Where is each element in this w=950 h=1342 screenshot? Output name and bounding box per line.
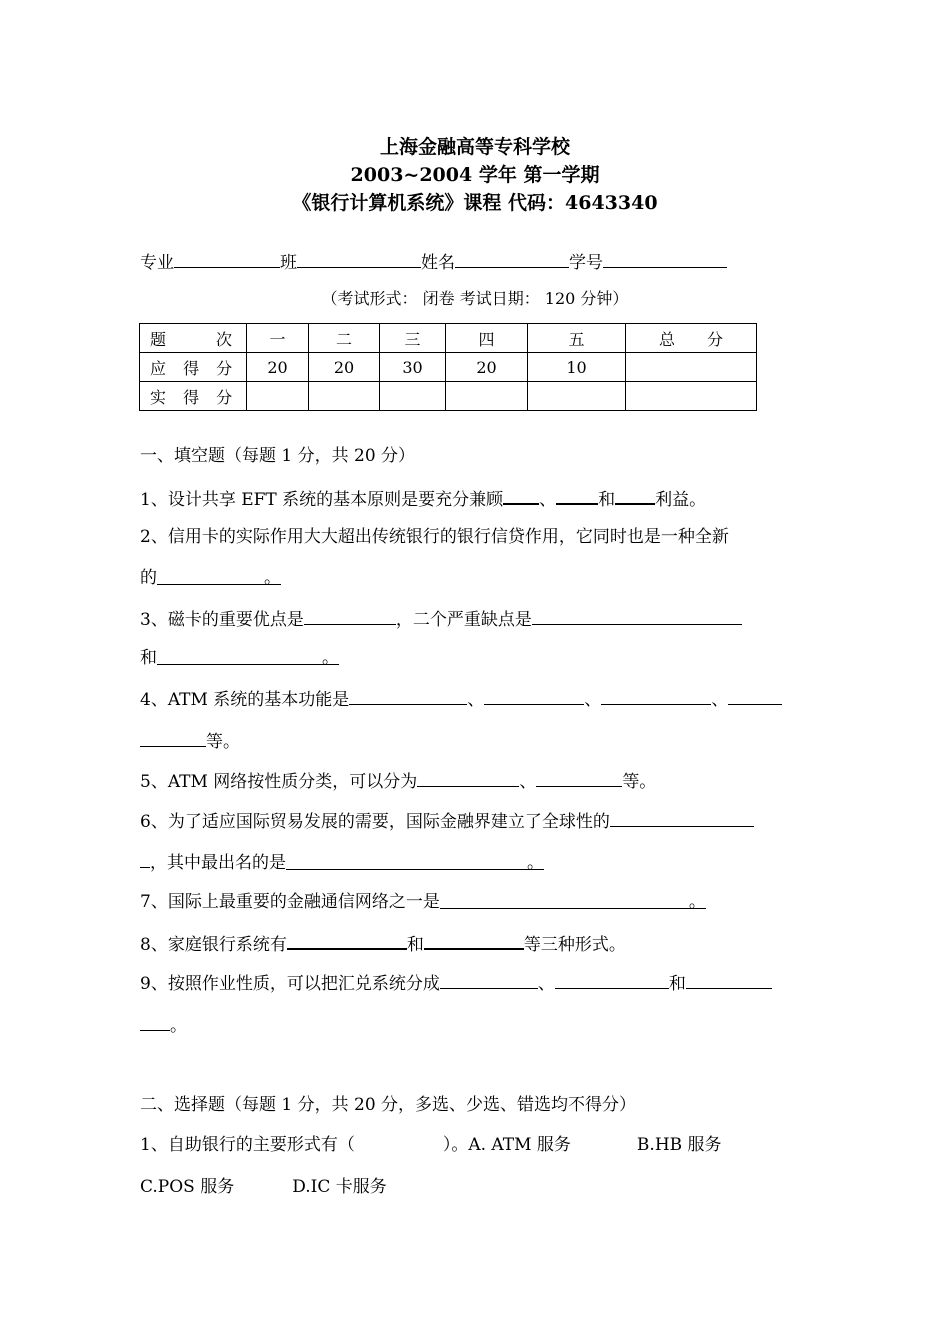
table-cell: 20 xyxy=(247,353,309,382)
question-text: 和 xyxy=(140,648,157,668)
answer-blank[interactable] xyxy=(140,849,150,868)
score-table xyxy=(139,323,757,411)
question-text: 和 xyxy=(406,935,424,955)
question-text: ）。A. ATM 服务 xyxy=(442,1135,571,1155)
answer-blank[interactable] xyxy=(536,768,622,787)
table-cell[interactable] xyxy=(309,382,380,411)
answer-blank[interactable] xyxy=(555,970,669,989)
question-text: D.IC 卡服务 xyxy=(292,1177,387,1197)
student-id-label: 学号 xyxy=(569,253,603,273)
answer-blank[interactable] xyxy=(349,686,467,705)
question-text: 等。 xyxy=(622,772,657,792)
question-text: 9、按照作业性质，可以把汇兑系统分成 xyxy=(140,974,440,994)
question-1-9-cont xyxy=(140,1012,187,1038)
answer-blank[interactable] xyxy=(686,970,772,989)
question-1-7 xyxy=(140,890,706,914)
table-cell[interactable] xyxy=(528,382,626,411)
table-cell: 二 xyxy=(309,324,380,353)
answer-blank[interactable] xyxy=(601,686,711,705)
question-text: 的 xyxy=(140,568,157,588)
question-text: 。 xyxy=(527,853,544,873)
section1-title: 一、填空题（每题 1 分，共 20 分） xyxy=(140,446,416,466)
score-table-row xyxy=(140,382,757,411)
answer-blank[interactable] xyxy=(417,768,519,787)
score-table-row xyxy=(140,353,757,382)
answer-blank[interactable] xyxy=(728,686,782,705)
table-cell[interactable] xyxy=(626,353,757,382)
table-cell[interactable] xyxy=(247,382,309,411)
question-1-2-cont xyxy=(140,566,281,590)
term: 2003~2004 学年 第一学期 xyxy=(350,164,600,186)
section2-title: 二、选择题（每题 1 分，共 20 分，多选、少选、错选均不得分） xyxy=(140,1095,637,1115)
question-text: 、 xyxy=(519,772,537,792)
answer-blank[interactable] xyxy=(157,646,339,668)
exam-info: （考试形式： 闭卷 考试日期： 120 分钟） xyxy=(321,289,629,308)
table-cell: 三 xyxy=(380,324,446,353)
table-cell: 20 xyxy=(446,353,528,382)
question-text: 、 xyxy=(539,490,557,510)
question-1-6-cont xyxy=(140,849,544,875)
question-1-2: 2、信用卡的实际作用大大超出传统银行的银行信贷作用，它同时也是一种全新 xyxy=(140,527,729,547)
question-1-5 xyxy=(140,768,656,794)
question-2-1-cont xyxy=(140,1175,387,1199)
answer-blank[interactable] xyxy=(440,970,538,989)
table-cell: 四 xyxy=(446,324,528,353)
question-text: 1、设计共享 EFT 系统的基本原则是要充分兼顾 xyxy=(140,490,504,510)
table-cell[interactable] xyxy=(626,382,757,411)
answer-blank[interactable] xyxy=(286,851,544,873)
question-text: 、 xyxy=(467,690,485,710)
question-1-8 xyxy=(140,930,626,957)
question-1-3-cont xyxy=(140,646,339,670)
table-cell: 30 xyxy=(380,353,446,382)
class-label: 班 xyxy=(280,253,297,273)
answer-blank[interactable] xyxy=(440,890,706,912)
table-cell: 一 xyxy=(247,324,309,353)
question-text: 8、家庭银行系统有 xyxy=(140,935,287,955)
table-cell: 题 次 xyxy=(140,324,247,353)
question-text: 等。 xyxy=(206,732,240,752)
answer-blank[interactable] xyxy=(484,686,584,705)
question-2-1 xyxy=(140,1133,722,1157)
question-text: 、 xyxy=(584,690,602,710)
question-text: 。 xyxy=(170,1016,187,1036)
question-text: 1、自助银行的主要形式有（ xyxy=(140,1135,355,1155)
answer-blank[interactable] xyxy=(287,930,407,950)
question-1-3 xyxy=(140,606,742,632)
score-table-header-row xyxy=(140,324,757,353)
question-text: 6、为了适应国际贸易发展的需要，国际金融界建立了全球性的 xyxy=(140,812,610,832)
name-field[interactable] xyxy=(455,249,569,268)
question-text: 5、ATM 网络按性质分类，可以分为 xyxy=(140,772,418,792)
answer-blank[interactable] xyxy=(304,606,396,625)
question-text: 、 xyxy=(711,690,729,710)
table-cell[interactable] xyxy=(446,382,528,411)
question-text: 7、国际上最重要的金融通信网络之一是 xyxy=(140,892,440,912)
answer-blank[interactable] xyxy=(424,930,524,950)
answer-blank[interactable] xyxy=(532,606,742,625)
table-cell: 总 分 xyxy=(626,324,757,353)
answer-blank[interactable] xyxy=(140,1012,170,1031)
table-cell: 实 得 分 xyxy=(140,382,247,411)
answer-blank[interactable] xyxy=(615,485,655,505)
answer-blank[interactable] xyxy=(157,566,281,588)
question-text: 3、磁卡的重要优点是 xyxy=(140,610,304,630)
question-text: C.POS 服务 xyxy=(140,1177,235,1197)
school-name: 上海金融高等专科学校 xyxy=(379,136,570,158)
table-cell: 10 xyxy=(528,353,626,382)
answer-blank[interactable] xyxy=(610,808,754,827)
question-1-4-cont xyxy=(140,728,240,754)
question-text: ，其中最出名的是 xyxy=(150,853,286,873)
question-text: 和 xyxy=(598,490,616,510)
table-cell: 应 得 分 xyxy=(140,353,247,382)
question-text: 等三种形式。 xyxy=(523,935,626,955)
major-field[interactable] xyxy=(174,249,280,268)
answer-blank[interactable] xyxy=(140,728,206,747)
name-label: 姓名 xyxy=(421,253,455,273)
question-text: 。 xyxy=(688,892,706,912)
question-1-1 xyxy=(140,485,706,512)
question-text: ，二个严重缺点是 xyxy=(395,610,532,630)
question-text: 4、ATM 系统的基本功能是 xyxy=(140,690,350,710)
table-cell: 五 xyxy=(528,324,626,353)
answer-blank[interactable] xyxy=(556,485,598,505)
table-cell: 20 xyxy=(309,353,380,382)
question-text: 、 xyxy=(537,974,555,994)
student-info-line xyxy=(140,249,727,275)
question-text: 。 xyxy=(322,648,339,668)
question-text: B.HB 服务 xyxy=(636,1135,722,1155)
question-text: 。 xyxy=(264,568,281,588)
question-1-6 xyxy=(140,808,754,834)
question-1-4 xyxy=(140,686,782,712)
course-title: 《银行计算机系统》课程 代码：4643340 xyxy=(292,192,658,214)
question-1-9 xyxy=(140,970,772,996)
major-label: 专业 xyxy=(140,253,174,273)
question-text: 和 xyxy=(668,974,686,994)
question-text: 利益。 xyxy=(655,490,707,510)
table-cell[interactable] xyxy=(380,382,446,411)
class-field[interactable] xyxy=(297,249,421,268)
student-id-field[interactable] xyxy=(603,249,727,268)
answer-blank[interactable] xyxy=(503,485,539,505)
